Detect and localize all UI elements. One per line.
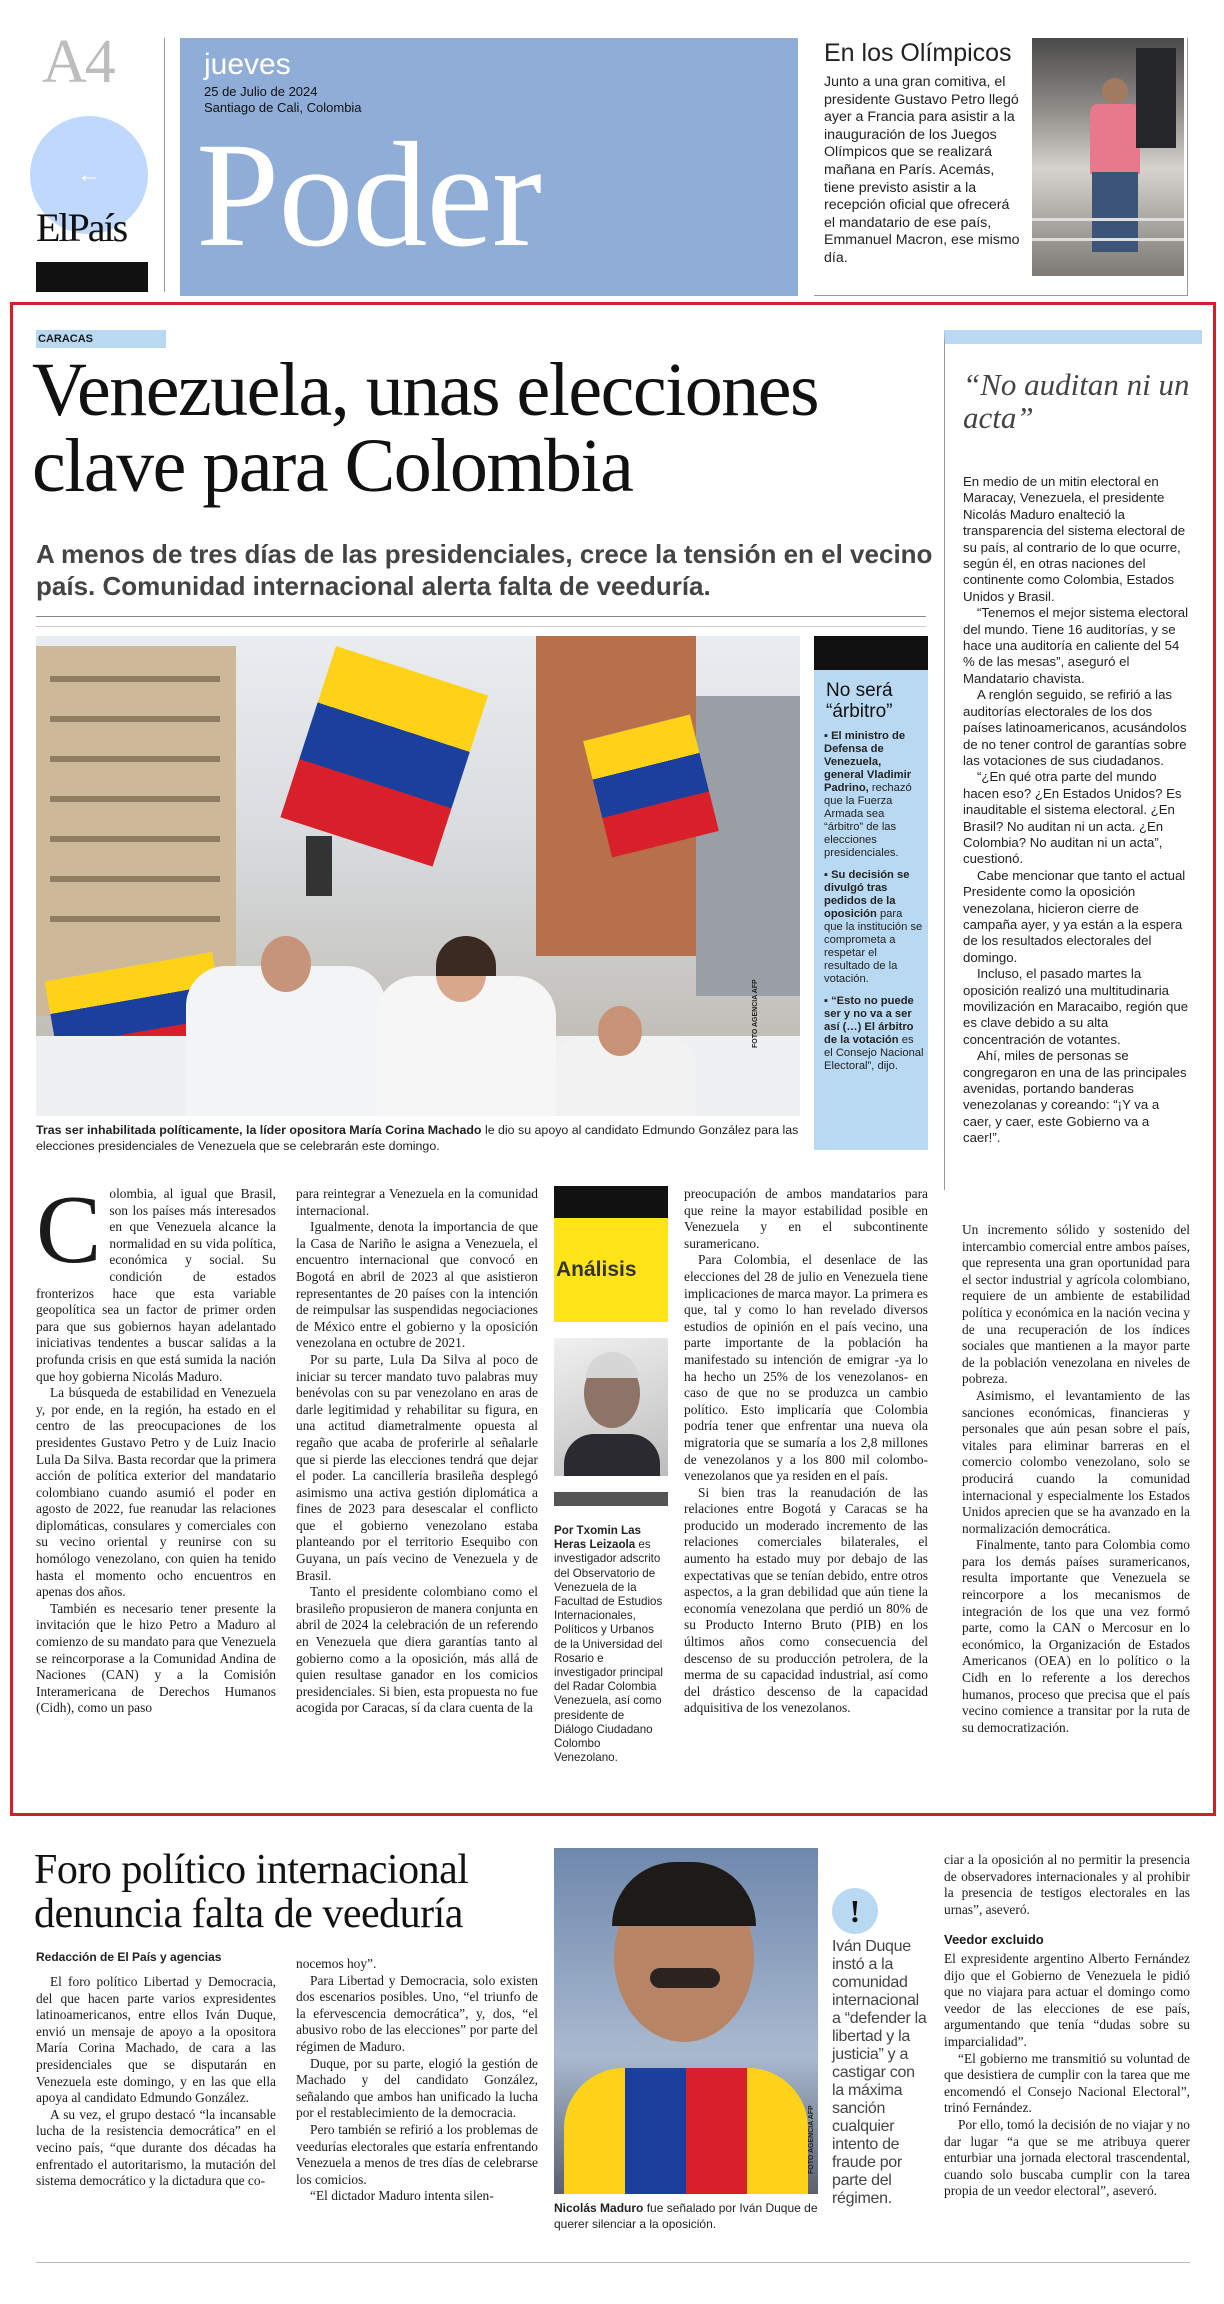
sidebar-box	[944, 330, 1202, 1190]
sidebar-text: En medio de un mitin electoral en Maracay, Venezuela, el presidente Nicolás Maduro enalteció la transparencia del sistema electoral de su país, al contrario de lo que ocurre, según él, en otras naciones del continente como Colombia, Estados Unidos y Brasil. “Tenemos el mejor sistema electoral del mundo. Tiene 16 auditorías, y se hace una auditoría en caliente del 54 % de las mesas”, aseguró el Mandatario chavista. A renglón seguido, se refirió a las auditorías electorales de los dos países latinoamericanos, acusándolos de no tener control de garantías sobre las votaciones de sus ciudadanos. “¿En qué otra parte del mundo hacen eso? ¿En Estados Unidos? Es inauditable el sistema electoral. ¿En Brasil? No auditan ni un acta. ¿En Colombia? No auditan ni un acta”, cuestionó. Cabe mencionar que tanto el actual Presidente como la oposición venezolana, hicieron cierre de campaña ayer, y ya están a la espera de los resultados electorales del domingo. Incluso, el pasado martes la oposición realizó una multitudinaria movilización en Maracaibo, región que es clave debido a su alta concentración de votantes. Ahí, miles de personas se congregaron en una de las principales avenidas, portando banderas venezolanas y coreando: “¡Y va a caer, y caer, este Gobierno va a caer!”.	[963, 474, 1189, 1146]
subhead-rule	[36, 616, 926, 617]
arbitro-item: ▪ El ministro de Defensa de Venezuela, general Vladimir Padrino, rechazó que la Fuerza Armada sea “árbitro” de las elecciones presidenciales.	[824, 730, 912, 859]
masthead-date: 25 de Julio de 2024	[204, 84, 318, 99]
arbitro-item: ▪ Su decisión se divulgó tras pedidos de la oposición para que la institución se comprometa a respetar el resultado de la votación.	[824, 869, 923, 985]
logo-bar	[36, 262, 148, 292]
maduro-caption: Nicolás Maduro fue señalado por Iván Duque de querer silenciar a la oposición.	[554, 2201, 818, 2231]
main-photo-caption	[36, 1122, 800, 1154]
caption-text: le dio su apoyo al candidato Edmundo González para las elecciones presidenciales de Venezuela que se celebrarán este domingo.	[36, 1123, 799, 1153]
masthead-divider	[164, 38, 165, 292]
masthead-place: Santiago de Cali, Colombia	[204, 100, 362, 115]
analysis-label: Análisis	[554, 1218, 668, 1322]
main-headline: Venezuela, unas elecciones clave para Colombia	[32, 348, 819, 508]
foro-byline: Redacción de El País y agencias	[36, 1950, 222, 1964]
foro-column-1: El foro político Libertad y Democracia, del que hacen parte varios expresidentes latinoamericanos, entre ellos Iván Duque, envió un mensaje de apoyo a la opositora María Corina Machado, de cara a las presidenciales que se disputarán en Venezuela este domingo, y en las que ella apoya al candidato Edmundo González. A su vez, el grupo destacó “la incansable lucha de la resistencia democrática” en el vecino país, “que durante dos décadas ha enfrentado el autoritarismo, la mutación del sistema democrático y la dictadura que co-	[36, 1974, 276, 2189]
newspaper-logo: ElPaís	[36, 205, 127, 250]
main-column-1: C olombia, al igual que Brasil, son los países más interesados en que Venezuela alcance la normalidad en su vida política, económica y social. Su condición de estados fronterizos hace que esta variable geopolítica sea un factor de primer orden para que sus gobiernos hayan adelantado iniciativas tendentes a buscar salidas a la profunda crisis en que está sumida la nación que hoy gobierna Nicolás Maduro. La búsqueda de estabilidad en Venezuela y, por ende, en la región, ha estado en el centro de las preocupaciones de los presidentes Gustavo Petro y de Luiz Inacio Lula Da Silva. Basta recordar que la primera acción de política exterior del mandatario colombiano cuando asumió el poder en agosto de 2022, fue reanudar las relaciones diplomáticas, consulares y comerciales con su vecino oriental y reunirse con su homólogo venezolano, con quien ha tenido hasta el momento ocho encuentros en apenas dos años. También es necesario tener presente la invitación que le hizo Petro a Maduro al comienzo de su mandato para que Venezuela se reincorporase a la Comunidad Andina de Naciones (CAN) y a la Comisión Interamericana de Derechos Humanos (Cidh), como un paso	[36, 1176, 276, 1716]
page-number: A4	[42, 28, 114, 96]
arbitro-box	[814, 636, 928, 1150]
exclamation-icon: !	[849, 1892, 861, 1929]
arbitro-item: ▪ “Esto no puede ser y no va a ser así (…) El árbitro de la votación es el Consejo Nacional Electoral”, dijo.	[824, 995, 924, 1072]
arbitro-list	[824, 730, 924, 1073]
dropcap: C	[36, 1176, 102, 1284]
author-photo	[554, 1338, 668, 1476]
sidebar-title: “No auditan ni un acta”	[963, 367, 1190, 435]
arrow-left-icon: ←	[77, 161, 101, 188]
olympics-photo	[1032, 38, 1184, 276]
main-column-2: para reintegrar a Venezuela en la comunidad internacional. Igualmente, denota la importancia de que la Casa de Nariño le asigna a Venezuela, el encuentro internacional que convocó en Bogotá en abril de 2023 al que asistieron representantes de 20 países con la intención de reimpulsar las suspendidas negociaciones de México entre el gobierno y la oposición venezolana en octubre de 2021. Por su parte, Lula Da Silva al poco de iniciar su tercer mandato tuvo palabras muy benévolas con su par venezolano en aras de darle legitimidad y rehabilitar su figura, en una actitud diametralmente opuesta al regaño que acaba de proferirle al señalarle que si pierde las elecciones tendrá que dejar el poder. La cancillería brasileña desplegó asimismo una activa gestión diplomática a fines de 2023 para desescalar el conflicto que el gobierno venezolano estaba planteando por el territorio Esequibo con Guyana, un país vecino de Venezuela y de Brasil. Tanto el presidente colombiano como el brasileño propusieron de manera conjunta en abril de 2024 la celebración de un referendo en Venezuela que diera garantías tanto al gobierno como a la oposición, más allá de quien resultase ganador en los comicios presidenciales. Si bien, esta propuesta no fue acogida por Caracas, sí da clara cuenta de la	[296, 1186, 538, 1716]
main-photo-credit: FOTO AGENCIA AFP	[752, 979, 759, 1048]
bottom-rule	[36, 2262, 1190, 2263]
main-photo	[36, 636, 800, 1116]
kicker: CARACAS	[36, 330, 166, 348]
foro-column-2: nocemos hoy”. Para Libertad y Democracia, solo existen dos escenarios posibles. Uno, “el triunfo de la efervescencia democrática”, y, dos, “el abusivo robo de las elecciones” por parte del régimen de Maduro. Duque, por su parte, elogió la gestión de Machado y del candidato González, señalando que ambos han unificado la lucha por el restablecimiento de la democracia. Pero también se refirió a los problemas de veedurías electorales que estaría enfrentando Venezuela a menos de tres días de celebrarse los comicios. “El dictador Maduro intenta silen-	[296, 1956, 538, 2204]
masthead-day: jueves	[204, 48, 291, 81]
maduro-photo-credit: FOTO AGENCIA AFP	[808, 2105, 815, 2174]
arbitro-bar	[814, 636, 928, 670]
olympics-text: Junto a una gran comitiva, el presidente Gustavo Petro llegó ayer a Francia para asistir a la inauguración de los Juegos Olímpicos que se realizará mañana en París. Acemás, tiene previsto asistir a la recepción oficial que ofrecerá el mandatario de ese país, Emmanuel Macron, ese mismo día.	[824, 74, 1020, 266]
main-column-3: preocupación de ambos mandatarios para que reine la mayor estabilidad posible en Venezuela y en el subcontinente suramericano. Para Colombia, el desenlace de las elecciones del 28 de julio en Venezuela tiene implicaciones de marca mayor. La primera es que, tal y como lo han revelado diversos estudios de opinión en el país vecino, una parte importante de la población ha manifestado su intención de emigrar -ya lo ha hecho un 25% de los venezolanos- en caso de que no se produzca un cambio político. Esto implicaría que Colombia podría tener que enfrentar una nueva ola migratoria que se sumaría a los 2,8 millones de venezolanos y a los 800 mil colombo-venezolanos que ya residen en el país. Si bien tras la reanudación de las relaciones entre Bogotá y Caracas se ha producido un moderado incremento de las relaciones comerciales bilaterales, el aumento ha estado muy por debajo de las expectativas que se tenían debido, entre otros aspectos, a la gran debilidad que aún tiene la economía venezolana que perdió un 80% de su Producto Interno Bruto (PIB) en los últimos años como consecuencia del descenso de su producción petrolera, de la merma de su capacidad industrial, así como del drástico descenso de la capacidad adquisitiva de los venezolanos.	[684, 1186, 928, 1716]
caption-lead: Tras ser inhabilitada políticamente, la líder opositora María Corina Machado	[36, 1123, 482, 1137]
foro-column-4: ciar a la oposición al no permitir la presencia de observadores internacionales y al prohibir la presencia de testigos electorales en las urnas”, aseveró. Veedor excluido El expresidente argentino Alberto Fernández dijo que el Gobierno de Venezuela le pidió que no viajara para actuar el domingo como veedor de las elecciones de ese país, argumentando que tenía “dudas sobre su imparcialidad”. “El gobierno me transmitió su voluntad de que desistiera de cumplir con la tarea que me encomendó el Consejo Nacional Electoral”, trinó Fernández. Por ello, tomó la decisión de no viajar y no dar lugar “a que se me atribuya querer enturbiar una jornada electoral trascendental, cuando solo buscaba cumplir con la tarea propia de un veedor electoral”, aseveró.	[944, 1852, 1190, 2199]
author-bio: Por Txomin Las Heras Leizaola es investigador adscrito del Observatorio de Venezuela de la Facultad de Estudios Internacionales, Políticos y Urbanos de la Universidad del Rosario e investigador principal del Radar Colombia Venezuela, así como presidente de Diálogo Ciudadano Colombo Venezolano.	[554, 1524, 663, 1765]
section-banner	[180, 38, 798, 296]
foro-headline: Foro político internacional denuncia falta de veeduría	[34, 1847, 469, 1937]
main-subhead: A menos de tres días de las presidenciales, crece la tensión en el vecino país. Comunidad internacional alerta falta de veeduría.	[36, 539, 933, 601]
author-bar	[554, 1492, 668, 1506]
olympics-title: En los Olímpicos	[824, 39, 1012, 67]
main-column-4: Un incremento sólido y sostenido del intercambio comercial entre ambos países, que representa una gran oportunidad para el sector industrial y agrícola colombiano, requiere de un ambiente de estabilidad política y económica en la nación vecina y de una recuperación de los índices sociales que mantienen a la mayor parte de la población venezolana en niveles de pobreza. Asimismo, el levantamiento de las sanciones económicas, financieras y personales que aún pesan sobre el país, vitales para eliminar barreras en el comercio colombo venezolano, solo se producirá cuando la comunidad internacional y especialmente los Estados Unidos aprecien que se ha avanzado en la normalización democrática. Finalmente, tanto para Colombia como para los demás países suramericanos, resulta importante que Venezuela se reincorpore a los mecanismos de integración de los que una vez formó parte, como la CAN o Mercosur en lo económico, la Organización de Estados Americanos (OEA) en lo político o la Cidh en lo referente a los derechos humanos, proceso que precisa que el país vecino comience a transitar por la ruta de su democratización.	[962, 1222, 1190, 1735]
foro-pull-quote: Iván Duque instó a la comunidad internacional a “defender la libertad y la justicia” y a castigar con la máxima sanción cualquier intento de fraude por parte del régimen.	[832, 1938, 927, 2207]
analysis-bar	[554, 1186, 668, 1218]
veedor-subhead: Veedor excluido	[944, 1932, 1044, 1948]
quote-icon	[832, 1888, 878, 1934]
maduro-photo	[554, 1848, 818, 2194]
section-title: Poder	[196, 112, 541, 278]
olympics-box	[814, 38, 1188, 296]
arbitro-title: No será “árbitro”	[826, 680, 893, 722]
